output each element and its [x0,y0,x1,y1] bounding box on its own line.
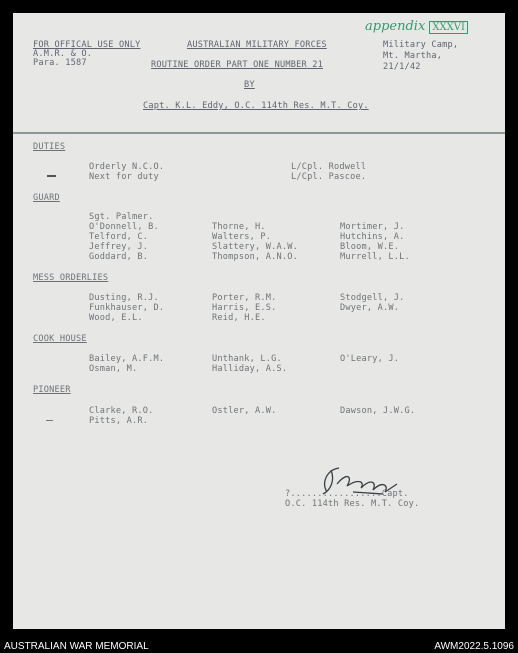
header-official-use: FOR OFFICAL USE ONLY [33,40,141,50]
cook-name: Bailey, A.F.M. [89,354,165,364]
pencil-mark [47,175,56,177]
guard-name: O'Donnell, B. [89,222,159,232]
guard-name: Goddard, B. [89,252,149,262]
header-para: Para. 1587 [33,58,87,68]
guard-name: Jeffrey, J. [89,242,149,252]
mess-name: Harris, E.S. [212,303,277,313]
header-amr: A.M.R. & O. [33,49,93,59]
pioneer-name: Pitts, A.R. [89,416,149,426]
document-page [13,13,505,629]
header-routine-order: ROUTINE ORDER PART ONE NUMBER 21 [151,60,323,70]
section-title-cook-house: COOK HOUSE [33,334,87,344]
guard-name: Telford, C. [89,232,149,242]
section-title-guard: GUARD [33,193,60,203]
header-location: Mt. Martha, [383,51,443,61]
footer-accession-number: AWM2022.5.1096 [434,641,514,652]
footer-institution: AUSTRALIAN WAR MEMORIAL [4,641,149,652]
signature-title: O.C. 114th Res. M.T. Coy. [285,499,420,509]
cook-name: O'Leary, J. [340,354,400,364]
mess-name: Wood, E.L. [89,313,143,323]
mess-name: Dusting, R.J. [89,293,159,303]
header-issuer: Capt. K.L. Eddy, O.C. 114th Res. M.T. Coy. [143,101,369,111]
cook-name: Osman, M. [89,364,138,374]
header-military-forces: AUSTRALIAN MILITARY FORCES [187,40,327,50]
annotation-text: appendix [365,19,426,34]
pioneer-name: Ostler, A.W. [212,406,277,416]
section-title-mess-orderlies: MESS ORDERLIES [33,273,109,283]
duty-label: Orderly N.C.O. [89,162,165,172]
mess-name: Porter, R.M. [212,293,277,303]
guard-name: Mortimer, J. [340,222,405,232]
header-camp: Military Camp, [383,40,459,50]
pioneer-name: Dawson, J.W.G. [340,406,416,416]
mess-name: Funkhauser, D. [89,303,165,313]
cook-name: Unthank, L.G. [212,354,282,364]
annotation-number: XXXVI [429,21,468,34]
guard-name: Murrell, L.L. [340,252,410,262]
guard-sergeant: Sgt. Palmer. [89,212,154,222]
header-by: BY [244,80,255,90]
handwritten-annotation [365,19,468,34]
guard-name: Thompson, A.N.O. [212,252,298,262]
duty-name: L/Cpl. Pascoe. [291,172,367,182]
section-title-pioneer: PIONEER [33,385,71,395]
duty-label: Next for duty [89,172,159,182]
divider-line [13,132,505,134]
duty-name: L/Cpl. Rodwell [291,162,367,172]
cook-name: Halliday, A.S. [212,364,288,374]
pioneer-name: Clarke, R.O. [89,406,154,416]
mess-name: Reid, H.E. [212,313,266,323]
guard-name: Thorne, H. [212,222,266,232]
guard-name: Bloom, W.E. [340,242,400,252]
pencil-mark [46,420,53,421]
mess-name: Dwyer, A.W. [340,303,400,313]
signature-line: ?.................Capt. [285,489,409,499]
guard-name: Hutchins, A. [340,232,405,242]
section-title-duties: DUTIES [33,142,66,152]
guard-name: Slattery, W.A.W. [212,242,298,252]
guard-name: Walters, P. [212,232,272,242]
header-date: 21/1/42 [383,62,421,72]
mess-name: Stodgell, J. [340,293,405,303]
